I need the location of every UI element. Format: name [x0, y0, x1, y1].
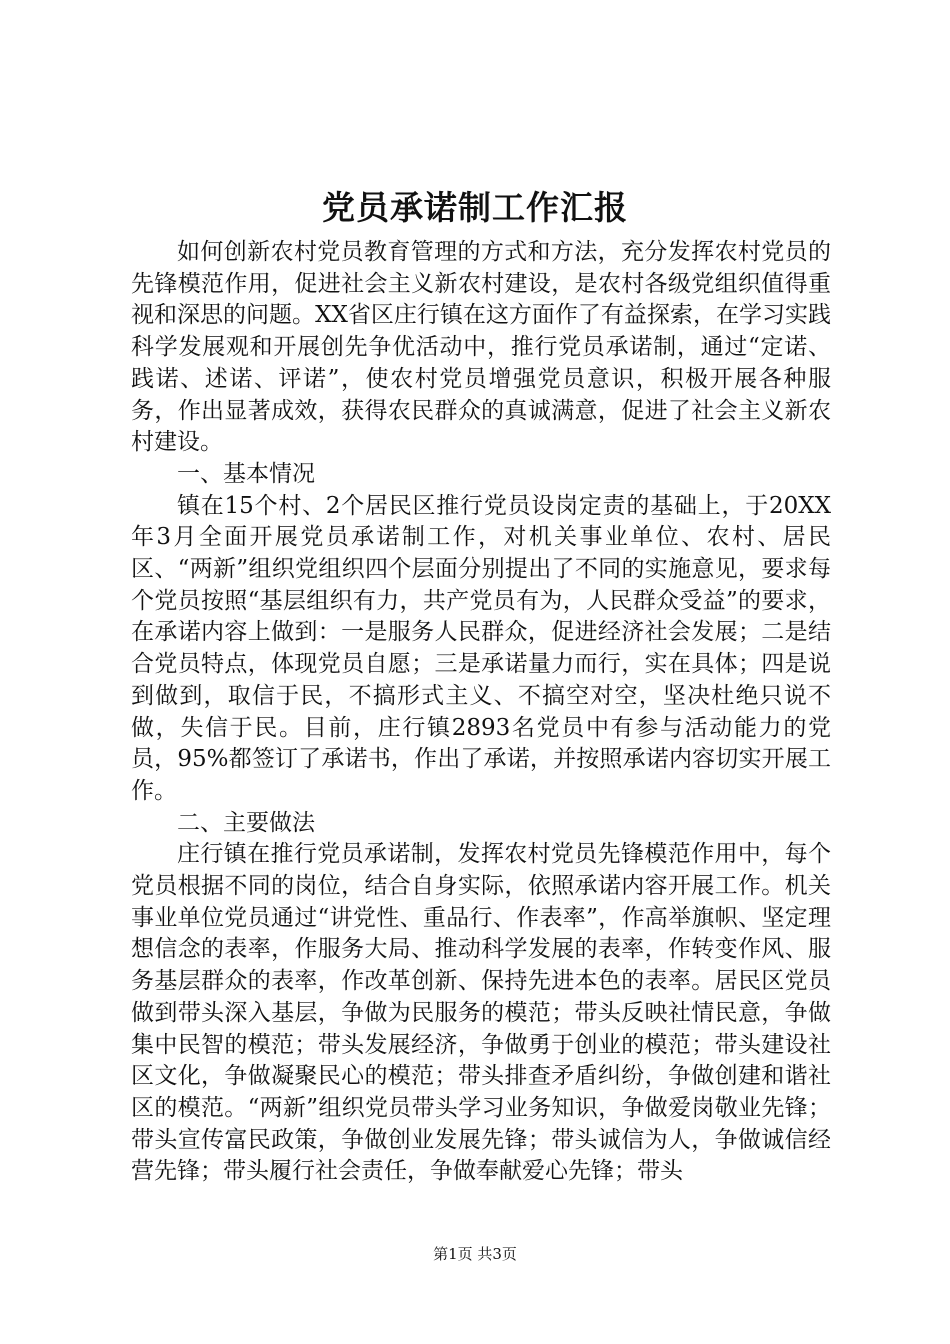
page-number-footer: 第1页 共3页 — [433, 1245, 517, 1263]
section-heading-basic-situation: 一、基本情况 — [177, 460, 315, 487]
document-title: 党员承诺制工作汇报 — [322, 188, 628, 227]
paragraph-basic-situation: 镇在15个村、2个居民区推行党员设岗定责的基础上，于20XX年3月全面开展党员承诺制工作，对机关事业单位、农村、居民区、“两新”组织党组织四个层面分别提出了不同的实施意见，要求每个党员按照“基层组织有力，共产党员有为，人民群众受益”的要求，在承诺内容上做到：一是服务人民群众，促进经济社会发展；二是结合党员特点，体现党员自愿；三是承诺量力而行，实在具体；四是说到做到，取信于民，不搞形式主义、不搞空对空，坚决杜绝只说不做，失信于民。目前，庄行镇2893名党员中有参与活动能力的党员，95%都签订了承诺书，作出了承诺，并按照承诺内容切实开展工作。 — [131, 492, 831, 804]
document-body — [131, 237, 831, 1188]
paragraph-intro: 如何创新农村党员教育管理的方式和方法，充分发挥农村党员的先锋模范作用，促进社会主义新农村建设，是农村各级党组织值得重视和深思的问题。XX省区庄行镇在这方面作了有益探索，在学习实践科学发展观和开展创先争优活动中，推行党员承诺制，通过“定诺、践诺、述诺、评诺”，使农村党员增强党员意识，积极开展各种服务，作出显著成效，获得农民群众的真诚满意，促进了社会主义新农村建设。 — [131, 239, 831, 456]
paragraph-main-practices: 庄行镇在推行党员承诺制，发挥农村党员先锋模范作用中，每个党员根据不同的岗位，结合自身实际，依照承诺内容开展工作。机关事业单位党员通过“讲党性、重品行、作表率”，作高举旗帜、坚定理想信念的表率，作服务大局、推动科学发展的表率，作转变作风、服务基层群众的表率，作改革创新、保持先进本色的表率。居民区党员做到带头深入基层，争做为民服务的模范；带头反映社情民意，争做集中民智的模范；带头发展经济，争做勇于创业的模范；带头建设社区文化，争做凝聚民心的模范；带头排查矛盾纠纷，争做创建和谐社区的模范。“两新”组织党员带头学习业务知识，争做爱岗敬业先锋；带头宣传富民政策，争做创业发展先锋；带头诚信为人，争做诚信经营先锋；带头履行社会责任，争做奉献爱心先锋；带头 — [131, 841, 831, 1185]
section-heading-main-practices: 二、主要做法 — [177, 809, 315, 836]
